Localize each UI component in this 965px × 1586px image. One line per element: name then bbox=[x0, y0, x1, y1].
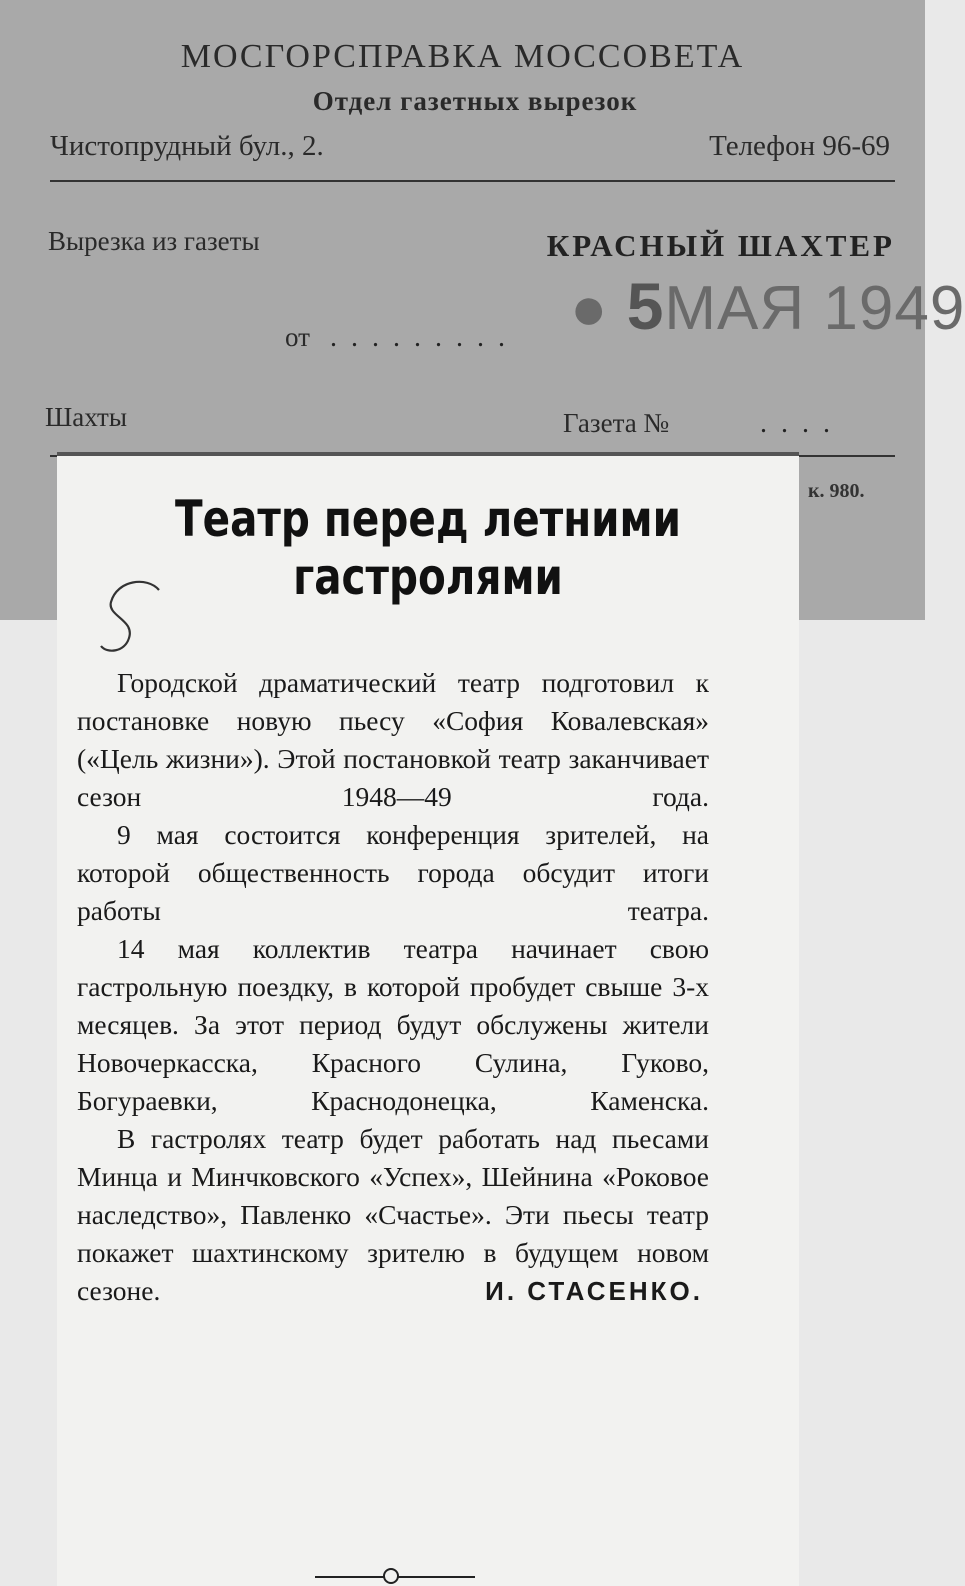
address: Чистопрудный бул., 2. bbox=[50, 130, 324, 162]
date-stamp-rest: МАЯ 1949 bbox=[664, 274, 965, 343]
title-line-1: Театр перед летними bbox=[175, 490, 681, 548]
closing-word: сезоне. bbox=[77, 1275, 161, 1306]
issue-dots: .... bbox=[760, 408, 844, 439]
city-name: Шахты bbox=[45, 402, 127, 432]
date-stamp: ● 5МАЯ 1949 bbox=[570, 269, 965, 343]
article-paragraph: 14 мая коллектив театра начинает свою гастрольную поездку, в которой пробудет свыше 3-х месяцев. За этот период будут обслужены жители Новочеркасска, Красного Сулина, Гуково, Богураевки, Краснодонецка, Каменска. bbox=[77, 933, 709, 1116]
article-title bbox=[94, 490, 762, 606]
article-body bbox=[77, 664, 709, 1310]
from-label: от bbox=[285, 322, 310, 352]
phone: Телефон 96-69 bbox=[709, 130, 890, 162]
author-name: И. СТАСЕНКО. bbox=[485, 1276, 703, 1306]
end-rule-ornament bbox=[383, 1568, 399, 1584]
article-paragraph: В гастролях театр будет работать над пьесами Минца и Минчковского «Успех», Шейнина «Роковое наследство», Павленко «Счастье». Эти пьесы театр покажет шахтинскому зрителю в будущем новом bbox=[77, 1123, 709, 1268]
pencil-mark-icon bbox=[97, 576, 187, 666]
header-divider bbox=[50, 180, 895, 182]
article-paragraph: 9 мая состоится конференция зрителей, на которой общественность города обсудит итоги работы театра. bbox=[77, 819, 709, 926]
signature-line bbox=[77, 1272, 709, 1310]
organization-name: МОСГОРСПРАВКА МОССОВЕТА bbox=[180, 38, 745, 75]
article-paragraph: Городской драматический театр подготовил к постановке новую пьесу «София Ковалевская» («Цель жизни»). Этой постановкой театр заканчивает сезон 1948—49 года. bbox=[77, 667, 709, 812]
newspaper-clipping bbox=[57, 452, 799, 1586]
newspaper-name: КРАСНЫЙ ШАХТЕР bbox=[546, 228, 895, 263]
order-code: к. 980. bbox=[808, 480, 865, 502]
date-stamp-day: 5 bbox=[626, 269, 665, 343]
clipping-label: Вырезка из газеты bbox=[48, 226, 260, 256]
date-dots: ......... bbox=[330, 322, 519, 353]
department-name: Отдел газетных вырезок bbox=[312, 86, 638, 116]
title-line-2: гастролями bbox=[293, 548, 563, 606]
issue-label: Газета № bbox=[563, 408, 670, 438]
